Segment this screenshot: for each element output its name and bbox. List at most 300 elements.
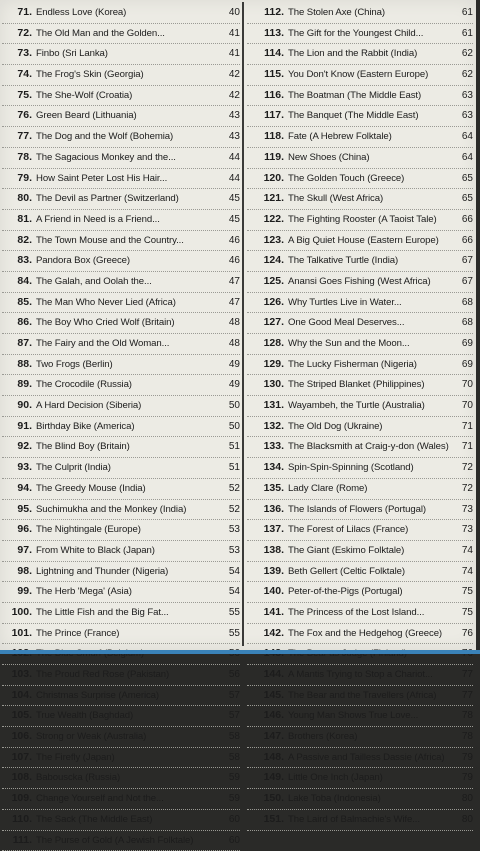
entry-page-number: 76 — [451, 624, 473, 644]
entry-title: You Don't Know (Eastern Europe) — [288, 65, 451, 85]
entry-page-number: 63 — [451, 106, 473, 126]
contents-entry — [2, 272, 240, 293]
contents-entry — [2, 686, 240, 707]
entry-page-number: 56 — [218, 665, 240, 685]
entry-title: The Blind Boy (Britain) — [36, 437, 218, 457]
entry-title: The Old Dog (Ukraine) — [288, 417, 451, 437]
entry-number: 76. — [2, 106, 36, 126]
contents-entry — [247, 334, 473, 355]
entry-page-number: 66 — [451, 231, 473, 251]
entry-title: The Boatman (The Middle East) — [288, 86, 451, 106]
entry-title: The Crocodile (Russia) — [36, 375, 218, 395]
contents-entry — [2, 334, 240, 355]
entry-number: 71. — [2, 3, 36, 23]
entry-title: The She-Wolf (Croatia) — [36, 86, 218, 106]
entry-page-number: 79 — [451, 748, 473, 768]
entry-page-number: 53 — [218, 520, 240, 540]
entry-page-number: 41 — [218, 44, 240, 64]
entry-page-number: 44 — [218, 148, 240, 168]
entry-page-number: 51 — [218, 437, 240, 457]
contents-entry — [2, 768, 240, 789]
entry-page-number: 74 — [451, 562, 473, 582]
entry-number: 106. — [2, 727, 36, 747]
entry-title: The Culprit (India) — [36, 458, 218, 478]
entry-page-number: 53 — [218, 541, 240, 561]
contents-entry — [2, 355, 240, 376]
entry-title: Lake Toba (Indonesia) — [288, 789, 451, 809]
entry-title: The Old Man and the Golden... — [36, 24, 218, 44]
entry-number: 98. — [2, 562, 36, 582]
entry-page-number: 67 — [451, 251, 473, 271]
entry-title: Endless Love (Korea) — [36, 3, 218, 23]
contents-entry — [247, 293, 473, 314]
entry-title: The Striped Blanket (Philippines) — [288, 375, 451, 395]
entry-title: How Saint Peter Lost His Hair... — [36, 169, 218, 189]
bottom-edge-strip — [0, 650, 480, 654]
contents-entry — [2, 189, 240, 210]
entry-number: 138. — [247, 541, 288, 561]
contents-entry — [2, 458, 240, 479]
contents-entry — [247, 375, 473, 396]
entry-number: 126. — [247, 293, 288, 313]
contents-entry — [247, 810, 473, 831]
contents-entry — [247, 417, 473, 438]
contents-entry — [2, 86, 240, 107]
entry-title: The Stolen Axe (China) — [288, 3, 451, 23]
entry-title: Green Beard (Lithuania) — [36, 106, 218, 126]
entry-page-number: 52 — [218, 500, 240, 520]
entry-page-number: 75 — [451, 582, 473, 602]
entry-number: 135. — [247, 479, 288, 499]
entry-title: The Little Fish and the Big Fat... — [36, 603, 218, 623]
entry-title: The Greedy Mouse (India) — [36, 479, 218, 499]
entry-page-number: 63 — [451, 86, 473, 106]
entry-title: Two Frogs (Berlin) — [36, 355, 218, 375]
entry-number: 81. — [2, 210, 36, 230]
entry-page-number: 50 — [218, 396, 240, 416]
contents-entry — [2, 417, 240, 438]
contents-entry — [2, 831, 240, 851]
entry-title: Babouscka (Russia) — [36, 768, 218, 788]
entry-title: The Prince (France) — [36, 624, 218, 644]
entry-number: 115. — [247, 65, 288, 85]
entry-page-number: 73 — [451, 520, 473, 540]
entry-page-number: 47 — [218, 293, 240, 313]
entry-page-number: 43 — [218, 127, 240, 147]
entry-page-number: 54 — [218, 562, 240, 582]
entry-title: The Lucky Fisherman (Nigeria) — [288, 355, 451, 375]
entry-title: The Lion and the Rabbit (India) — [288, 44, 451, 64]
entry-title: The Forest of Lilacs (France) — [288, 520, 451, 540]
contents-entry — [247, 272, 473, 293]
entry-number: 129. — [247, 355, 288, 375]
entry-page-number: 61 — [451, 24, 473, 44]
entry-number: 86. — [2, 313, 36, 333]
entry-page-number: 69 — [451, 334, 473, 354]
entry-page-number: 45 — [218, 210, 240, 230]
entry-title: A Passive and Tailless Dassie (Africa) — [288, 748, 451, 768]
entry-page-number: 59 — [218, 789, 240, 809]
entry-number: 116. — [247, 86, 288, 106]
entry-title: The Fairy and the Old Woman... — [36, 334, 218, 354]
entry-number: 139. — [247, 562, 288, 582]
entry-number: 114. — [247, 44, 288, 64]
entry-title: Suchimukha and the Monkey (India) — [36, 500, 218, 520]
entry-number: 85. — [2, 293, 36, 313]
entry-number — [247, 644, 288, 664]
contents-entry — [247, 727, 473, 748]
entry-title: From White to Black (Japan) — [36, 541, 218, 561]
entry-page-number: 46 — [218, 231, 240, 251]
entry-number: 90. — [2, 396, 36, 416]
entry-number: 103. — [2, 665, 36, 685]
entry-number: 111. — [2, 831, 36, 851]
entry-title: The Banquet (The Middle East) — [288, 106, 451, 126]
entry-page-number: 75 — [451, 603, 473, 623]
entry-title: The Frog's Skin (Georgia) — [36, 65, 218, 85]
contents-entry — [247, 500, 473, 521]
contents-entry — [247, 665, 473, 686]
entry-page-number: 67 — [451, 272, 473, 292]
entry-title: The Nightingale (Europe) — [36, 520, 218, 540]
contents-entry — [247, 106, 473, 127]
contents-entry — [2, 500, 240, 521]
entry-page-number: 57 — [218, 706, 240, 726]
entry-number: 127. — [247, 313, 288, 333]
entry-title: The Proud Red Rose (Pakistan) — [36, 665, 218, 685]
entry-page-number: 55 — [218, 603, 240, 623]
contents-entry — [2, 706, 240, 727]
contents-entry — [2, 24, 240, 45]
entry-number: 124. — [247, 251, 288, 271]
entry-number: 80. — [2, 189, 36, 209]
entry-page-number: 73 — [451, 500, 473, 520]
entry-page-number: 68 — [451, 313, 473, 333]
contents-entry — [247, 748, 473, 769]
entry-title: Brothers (Korea) — [288, 727, 451, 747]
contents-entry — [247, 313, 473, 334]
entry-number: 104. — [2, 686, 36, 706]
entry-page-number — [218, 644, 240, 664]
entry-number: 117. — [247, 106, 288, 126]
contents-entry — [247, 686, 473, 707]
entry-number: 79. — [2, 169, 36, 189]
contents-entry — [2, 293, 240, 314]
entry-number: 122. — [247, 210, 288, 230]
contents-entry — [2, 624, 240, 645]
contents-entry — [247, 789, 473, 810]
entry-page-number: 57 — [218, 686, 240, 706]
entry-page-number: 66 — [451, 210, 473, 230]
contents-entry — [247, 148, 473, 169]
contents-column-right — [247, 3, 473, 831]
entry-page-number: 42 — [218, 86, 240, 106]
entry-title: The Purse of Gold (A Jewish Folktale) — [36, 831, 218, 851]
entry-number: 113. — [247, 24, 288, 44]
contents-entry — [247, 86, 473, 107]
entry-number: 91. — [2, 417, 36, 437]
entry-title: Change Yourself and Not the... — [36, 789, 218, 809]
entry-page-number: 55 — [218, 624, 240, 644]
entry-title: The Devil as Partner (Switzerland) — [36, 189, 218, 209]
entry-title — [288, 644, 451, 664]
entry-title: Why the Sun and the Moon... — [288, 334, 451, 354]
contents-entry — [247, 169, 473, 190]
entry-page-number: 78 — [451, 727, 473, 747]
entry-page-number: 40 — [218, 3, 240, 23]
entry-number: 137. — [247, 520, 288, 540]
entry-title: Why Turtles Live in Water... — [288, 293, 451, 313]
contents-entry — [247, 458, 473, 479]
contents-entry — [247, 624, 473, 645]
entry-title: A Mantis Trying to Stop a Chariot... — [288, 665, 451, 685]
entry-number: 125. — [247, 272, 288, 292]
entry-page-number: 77 — [451, 665, 473, 685]
entry-page-number: 72 — [451, 479, 473, 499]
entry-title: The Blacksmith at Craig-y-don (Wales) — [288, 437, 451, 457]
contents-entry — [2, 437, 240, 458]
entry-page-number: 71 — [451, 437, 473, 457]
entry-page-number: 77 — [451, 686, 473, 706]
entry-page-number: 62 — [451, 44, 473, 64]
entry-title: Strong or Weak (Australia) — [36, 727, 218, 747]
entry-number: 149. — [247, 768, 288, 788]
entry-title: The Talkative Turtle (India) — [288, 251, 451, 271]
entry-title: The Islands of Flowers (Portugal) — [288, 500, 451, 520]
entry-page-number: 51 — [218, 458, 240, 478]
entry-number: 145. — [247, 686, 288, 706]
entry-number: 82. — [2, 231, 36, 251]
contents-entry — [2, 210, 240, 231]
entry-number: 150. — [247, 789, 288, 809]
entry-page-number: 78 — [451, 706, 473, 726]
entry-page-number: 48 — [218, 313, 240, 333]
entry-page-number: 54 — [218, 582, 240, 602]
contents-entry — [247, 396, 473, 417]
entry-title: The Giant (Eskimo Folktale) — [288, 541, 451, 561]
contents-entry — [247, 582, 473, 603]
contents-entry — [2, 520, 240, 541]
contents-entry — [2, 313, 240, 334]
contents-entry — [2, 148, 240, 169]
entry-page-number: 80 — [451, 810, 473, 830]
entry-page-number: 41 — [218, 24, 240, 44]
entry-number: 134. — [247, 458, 288, 478]
entry-number: 133. — [247, 437, 288, 457]
entry-title: The Firefly (Japan) — [36, 748, 218, 768]
entry-page-number: 44 — [218, 169, 240, 189]
contents-entry — [2, 169, 240, 190]
contents-column-left — [2, 3, 240, 851]
contents-entry — [247, 479, 473, 500]
entry-number: 84. — [2, 272, 36, 292]
entry-number: 100. — [2, 603, 36, 623]
entry-title: New Shoes (China) — [288, 148, 451, 168]
contents-entry — [247, 541, 473, 562]
entry-page-number: 65 — [451, 169, 473, 189]
entry-title: The Man Who Never Lied (Africa) — [36, 293, 218, 313]
entry-page-number: 70 — [451, 375, 473, 395]
contents-entry — [247, 520, 473, 541]
entry-title: Anansi Goes Fishing (West Africa) — [288, 272, 451, 292]
entry-title: Little One Inch (Japan) — [288, 768, 451, 788]
entry-page-number: 60 — [218, 831, 240, 851]
entry-page-number: 80 — [451, 789, 473, 809]
contents-entry — [247, 644, 473, 665]
entry-number: 92. — [2, 437, 36, 457]
entry-page-number: 79 — [451, 768, 473, 788]
contents-entry — [2, 127, 240, 148]
entry-title: The Galah, and Oolah the... — [36, 272, 218, 292]
entry-title: A Big Quiet House (Eastern Europe) — [288, 231, 451, 251]
entry-number: 146. — [247, 706, 288, 726]
contents-entry — [2, 541, 240, 562]
entry-title: The Dog and the Wolf (Bohemia) — [36, 127, 218, 147]
entry-number: 77. — [2, 127, 36, 147]
contents-entry — [247, 768, 473, 789]
entry-number: 148. — [247, 748, 288, 768]
contents-entry — [2, 375, 240, 396]
entry-number: 109. — [2, 789, 36, 809]
entry-page-number: 46 — [218, 251, 240, 271]
entry-title: The Bear and the Travellers (Africa) — [288, 686, 451, 706]
entry-page-number: 65 — [451, 189, 473, 209]
entry-title: The Town Mouse and the Country... — [36, 231, 218, 251]
entry-title: The Sack (The Middle East) — [36, 810, 218, 830]
entry-page-number: 58 — [218, 748, 240, 768]
entry-page-number: 49 — [218, 375, 240, 395]
entry-number: 147. — [247, 727, 288, 747]
entry-number: 121. — [247, 189, 288, 209]
entry-title: Wayambeh, the Turtle (Australia) — [288, 396, 451, 416]
entry-number: 123. — [247, 231, 288, 251]
entry-number: 83. — [2, 251, 36, 271]
entry-page-number: 64 — [451, 148, 473, 168]
contents-entry — [2, 106, 240, 127]
entry-number: 96. — [2, 520, 36, 540]
entry-number: 93. — [2, 458, 36, 478]
entry-title: Lightning and Thunder (Nigeria) — [36, 562, 218, 582]
entry-title: Peter-of-the-Pigs (Portugal) — [288, 582, 451, 602]
entry-page-number — [451, 644, 473, 664]
entry-page-number: 50 — [218, 417, 240, 437]
entry-title: The Boy Who Cried Wolf (Britain) — [36, 313, 218, 333]
entry-number: 73. — [2, 44, 36, 64]
contents-entry — [247, 210, 473, 231]
entry-page-number: 71 — [451, 417, 473, 437]
entry-number: 141. — [247, 603, 288, 623]
entry-page-number: 68 — [451, 293, 473, 313]
entry-page-number: 61 — [451, 3, 473, 23]
entry-title: The Herb 'Mega' (Asia) — [36, 582, 218, 602]
entry-number: 120. — [247, 169, 288, 189]
contents-entry — [247, 251, 473, 272]
contents-entry — [247, 437, 473, 458]
entry-page-number: 70 — [451, 396, 473, 416]
entry-number: 142. — [247, 624, 288, 644]
entry-title: The Gift for the Youngest Child... — [288, 24, 451, 44]
entry-title: Finbo (Sri Lanka) — [36, 44, 218, 64]
entry-number: 132. — [247, 417, 288, 437]
entry-title: Spin-Spin-Spinning (Scotland) — [288, 458, 451, 478]
entry-title: Birthday Bike (America) — [36, 417, 218, 437]
entry-number: 108. — [2, 768, 36, 788]
contents-entry — [247, 3, 473, 24]
contents-entry — [2, 748, 240, 769]
entry-page-number: 64 — [451, 127, 473, 147]
entry-number: 87. — [2, 334, 36, 354]
entry-title: Christmas Surprise (America) — [36, 686, 218, 706]
contents-entry — [247, 562, 473, 583]
contents-entry — [247, 355, 473, 376]
contents-entry — [2, 44, 240, 65]
entry-page-number: 52 — [218, 479, 240, 499]
entry-page-number: 72 — [451, 458, 473, 478]
entry-title: The Princess of the Lost Island... — [288, 603, 451, 623]
contents-entry — [2, 396, 240, 417]
entry-number: 107. — [2, 748, 36, 768]
entry-number: 110. — [2, 810, 36, 830]
entry-number: 128. — [247, 334, 288, 354]
contents-entry — [2, 644, 240, 665]
contents-entry — [2, 582, 240, 603]
entry-page-number: 74 — [451, 541, 473, 561]
entry-number: 136. — [247, 500, 288, 520]
entry-title: A Hard Decision (Siberia) — [36, 396, 218, 416]
entry-number: 75. — [2, 86, 36, 106]
contents-entry — [2, 603, 240, 624]
contents-entry — [247, 127, 473, 148]
contents-entry — [2, 665, 240, 686]
entry-number: 101. — [2, 624, 36, 644]
entry-title: Young Man Shows True Love... — [288, 706, 451, 726]
entry-page-number: 43 — [218, 106, 240, 126]
entry-number — [2, 644, 36, 664]
entry-number: 74. — [2, 65, 36, 85]
entry-title: The Golden Touch (Greece) — [288, 169, 451, 189]
entry-page-number: 62 — [451, 65, 473, 85]
contents-entry — [247, 706, 473, 727]
entry-title: The Skull (West Africa) — [288, 189, 451, 209]
entry-title: The Fox and the Hedgehog (Greece) — [288, 624, 451, 644]
contents-entry — [2, 65, 240, 86]
contents-entry — [2, 3, 240, 24]
entry-number: 119. — [247, 148, 288, 168]
entry-number: 130. — [247, 375, 288, 395]
contents-entry — [2, 251, 240, 272]
entry-number: 94. — [2, 479, 36, 499]
entry-number: 72. — [2, 24, 36, 44]
entry-title: True Wealth (Baghdad) — [36, 706, 218, 726]
entry-number: 140. — [247, 582, 288, 602]
contents-entry — [2, 562, 240, 583]
contents-entry — [247, 231, 473, 252]
entry-number: 131. — [247, 396, 288, 416]
entry-number: 97. — [2, 541, 36, 561]
contents-entry — [2, 789, 240, 810]
entry-page-number: 59 — [218, 768, 240, 788]
contents-entry — [2, 479, 240, 500]
entry-page-number: 45 — [218, 189, 240, 209]
entry-number: 89. — [2, 375, 36, 395]
contents-entry — [2, 727, 240, 748]
entry-number: 112. — [247, 3, 288, 23]
entry-number: 88. — [2, 355, 36, 375]
entry-number: 105. — [2, 706, 36, 726]
entry-title: Lady Clare (Rome) — [288, 479, 451, 499]
entry-page-number: 47 — [218, 272, 240, 292]
entry-number: 95. — [2, 500, 36, 520]
